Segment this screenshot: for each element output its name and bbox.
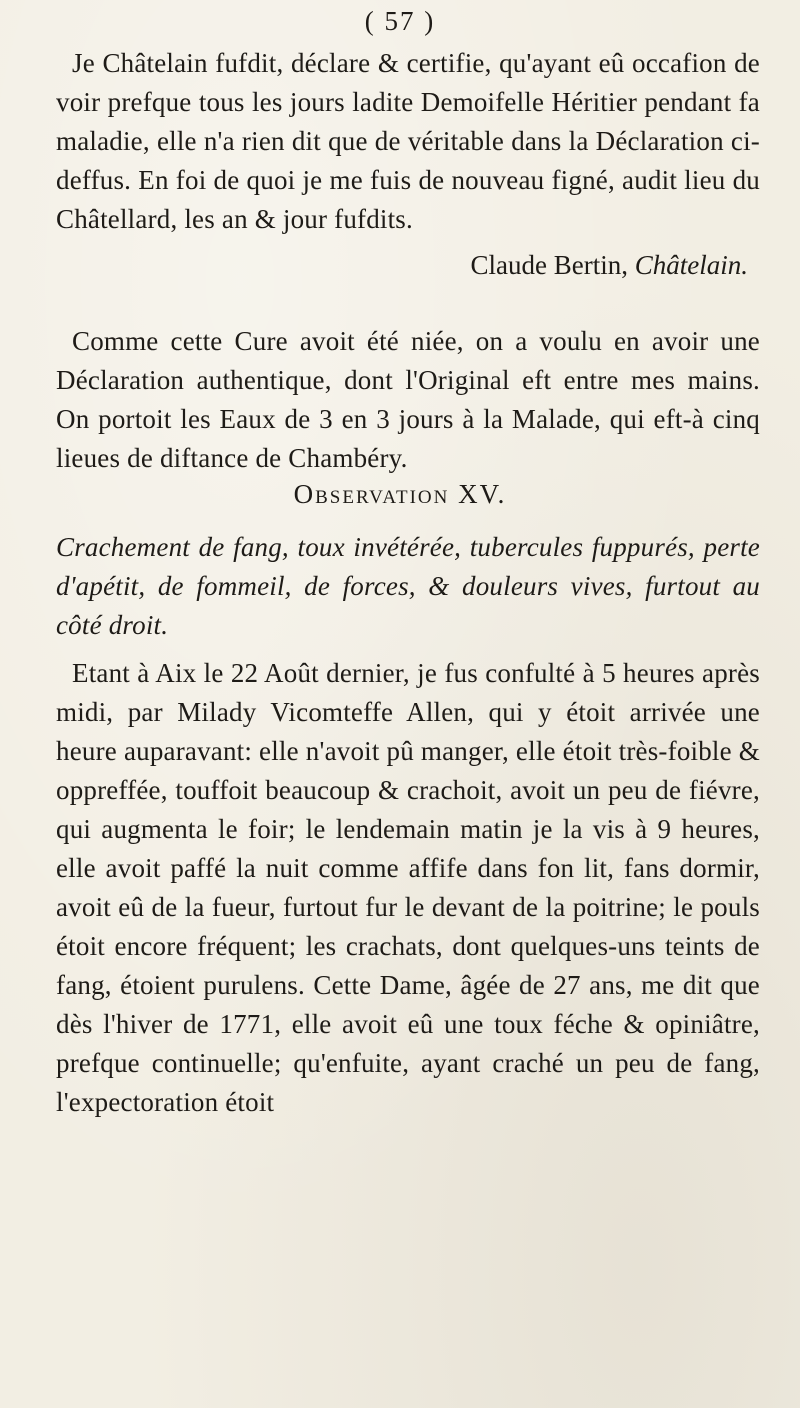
observation-title: Observation XV. [293,479,507,509]
paragraph-text: Etant à Aix le 22 Août dernier, je fus confulté à 5 heures après midi, par Milady Vicomteffe Allen, qui y étoit arrivée une heure auparavant: elle n'avoit pû manger, elle étoit très-foible & oppreffée, touffoit beaucoup & crachoit, avoit un peu de fiévre, qui augmenta le foir; le lendemain matin je la vis à 9 heures, elle avoit paffé la nuit comme affife dans fon lit, fans dormir, avoit eû de la fueur, furtout fur le devant de la poitrine; le pouls étoit encore fréquent; les crachats, dont quelques-uns teints de fang, étoient purulens. Cette Dame, âgée de 27 ans, me dit que dès l'hiver de 1771, elle avoit eû une toux féche & opiniâtre, prefque continuelle; qu'enfuite, ayant craché un peu de fang, l'expectoration étoit [56,658,760,1117]
paragraph-case [56,654,760,1122]
paragraph-declaration [56,44,760,239]
signature-name: Claude Bertin, [470,250,628,280]
signature-line [0,250,748,281]
paragraph-text: Comme cette Cure avoit été niée, on a voulu en avoir une Déclaration authentique, dont l'Original eft entre mes mains. On portoit les Eaux de 3 en 3 jours à la Malade, qui eft-à cinq lieues de diftance de Chambéry. [56,326,760,473]
paragraph-text: Je Châtelain fufdit, déclare & certifie, qu'ayant eû occafion de voir prefque tous les jours ladite Demoifelle Héritier pendant fa maladie, elle n'a rien dit que de véritable dans la Déclaration ci-deffus. En foi de quoi je me fuis de nouveau figné, audit lieu du Châtellard, les an & jour fufdits. [56,48,760,234]
paragraph-cure [56,322,760,478]
page-number: ( 57 ) [364,6,436,36]
signature-role: Châtelain. [634,250,748,280]
observation-summary [56,528,760,645]
summary-text: Crachement de fang, toux invétérée, tubercules fuppurés, perte d'apétit, de fommeil, de forces, & douleurs vives, furtout au côté droit. [56,532,760,640]
